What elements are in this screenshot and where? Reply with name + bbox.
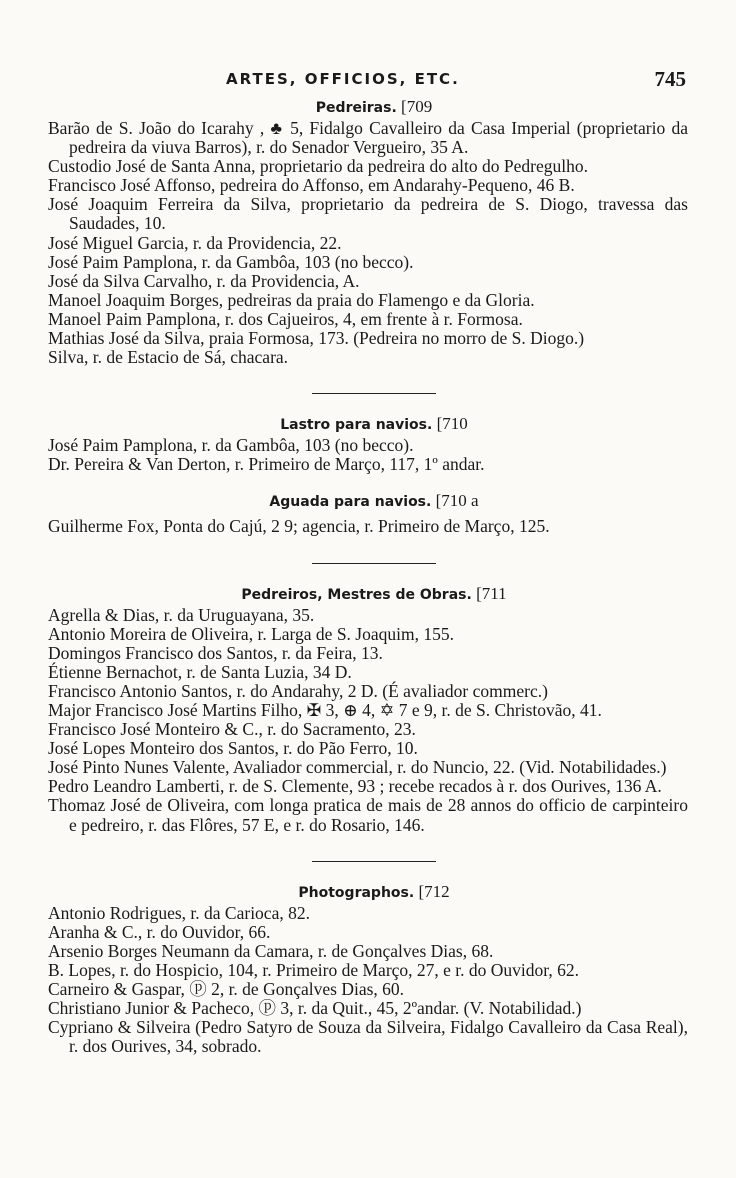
listing-entry: Carneiro & Gaspar, ⓟ 2, r. de Gonçalves Dias, 60. bbox=[48, 979, 405, 999]
listing-entry: Francisco Antonio Santos, r. do Andarahy, 2 D. (É avaliador commerc.) bbox=[48, 680, 548, 701]
listing-entry: José Pinto Nunes Valente, Avaliador commercial, r. do Nuncio, 22. (Vid. Notabilidades.) bbox=[48, 757, 667, 778]
listing-entry: Antonio Moreira de Oliveira, r. Larga de S. Joaquim, 155. bbox=[48, 623, 454, 644]
section-divider bbox=[48, 849, 688, 867]
listing-entry: José Miguel Garcia, r. da Providencia, 22. bbox=[48, 232, 342, 253]
section-heading-aguada: Aguada para navios. [710 a bbox=[269, 491, 479, 511]
section-divider bbox=[48, 551, 688, 569]
page-number: 745 bbox=[654, 67, 686, 91]
listing-entry: Barão de S. João do Icarahy , ♣ 5, Fidalgo Cavalleiro da Casa Imperial (proprietario da pedreira da viuva Barros), r. do Senador Vergueiro, 35 A. bbox=[48, 118, 688, 158]
section-divider bbox=[48, 381, 688, 399]
running-header bbox=[0, 66, 736, 94]
listing-entry: Guilherme Fox, Ponta do Cajú, 2 9; agencia, r. Primeiro de Março, 125. bbox=[48, 516, 550, 537]
listing-entry: Christiano Junior & Pacheco, ⓟ 3, r. da Quit., 45, 2ºandar. (V. Notabilidad.) bbox=[48, 998, 582, 1019]
running-title: ARTES, OFFICIOS, ETC. bbox=[226, 70, 460, 88]
listing-entry: Manoel Paim Pamplona, r. dos Cajueiros, 4, em frente à r. Formosa. bbox=[48, 308, 523, 329]
listing-entry: Francisco José Affonso, pedreira do Affonso, em Andarahy-Pequeno, 46 B. bbox=[48, 175, 575, 196]
listing-entry: Cypriano & Silveira (Pedro Satyro de Souza da Silveira, Fidalgo Cavalleiro da Casa Real), r. dos Ourives, 34, sobrado. bbox=[48, 1017, 688, 1057]
page-body bbox=[48, 96, 688, 1056]
listing-entry: José Paim Pamplona, r. da Gambôa, 103 (no becco). bbox=[48, 435, 414, 456]
section-heading-lastro: Lastro para navios. [710 bbox=[280, 414, 468, 434]
listing-entry: José da Silva Carvalho, r. da Providencia, A. bbox=[48, 270, 360, 291]
listing-entry: Francisco José Monteiro & C., r. do Sacramento, 23. bbox=[48, 719, 416, 740]
listing-entry: Domingos Francisco dos Santos, r. da Feira, 13. bbox=[48, 642, 383, 663]
listing-entry: Mathias José da Silva, praia Formosa, 173. (Pedreira no morro de S. Diogo.) bbox=[48, 328, 585, 349]
listing-entry: Manoel Joaquim Borges, pedreiras da praia do Flamengo e da Gloria. bbox=[48, 289, 535, 310]
listing-entry: Étienne Bernachot, r. de Santa Luzia, 34 D. bbox=[48, 661, 352, 682]
section-heading-pedreiras: Pedreiras. [709 bbox=[315, 97, 433, 116]
listing-entry: Pedro Leandro Lamberti, r. de S. Clemente, 93 ; recebe recados à r. dos Ourives, 136 A. bbox=[48, 776, 662, 797]
listing-entry: Dr. Pereira & Van Derton, r. Primeiro de Março, 117, 1º andar. bbox=[48, 454, 485, 475]
listing-entry: Major Francisco José Martins Filho, ✠ 3, ⊕ 4, ✡ 7 e 9, r. de S. Christovão, 41. bbox=[48, 699, 602, 720]
section-heading-photographos: Photographos. [712 bbox=[298, 881, 450, 901]
listing-entry: Aranha & C., r. do Ouvidor, 66. bbox=[48, 921, 271, 942]
listing-entry: Arsenio Borges Neumann da Camara, r. de Gonçalves Dias, 68. bbox=[48, 940, 494, 961]
listing-entry: Agrella & Dias, r. da Uruguayana, 35. bbox=[48, 604, 315, 625]
listing-entry: Antonio Rodrigues, r. da Carioca, 82. bbox=[48, 902, 310, 923]
listing-entry: José Paim Pamplona, r. da Gambôa, 103 (no becco). bbox=[48, 251, 414, 272]
section-heading-pedreiros: Pedreiros, Mestres de Obras. [711 bbox=[241, 583, 507, 603]
listing-entry: José Joaquim Ferreira da Silva, proprietario da pedreira de S. Diogo, travessa das Saudades, 10. bbox=[48, 194, 688, 234]
listing-entry: Thomaz José de Oliveira, com longa pratica de mais de 28 annos do officio de carpinteiro e pedreiro, r. das Flôres, 57 E, e r. do Rosario, 146. bbox=[48, 795, 688, 835]
listing-entry: Custodio José de Santa Anna, proprietario da pedreira do alto do Pedregulho. bbox=[48, 156, 588, 177]
listing-entry: José Lopes Monteiro dos Santos, r. do Pão Ferro, 10. bbox=[48, 738, 418, 759]
listing-entry: B. Lopes, r. do Hospicio, 104, r. Primeiro de Março, 27, e r. do Ouvidor, 62. bbox=[48, 959, 580, 980]
listing-entry: Silva, r. de Estacio de Sá, chacara. bbox=[48, 347, 289, 368]
